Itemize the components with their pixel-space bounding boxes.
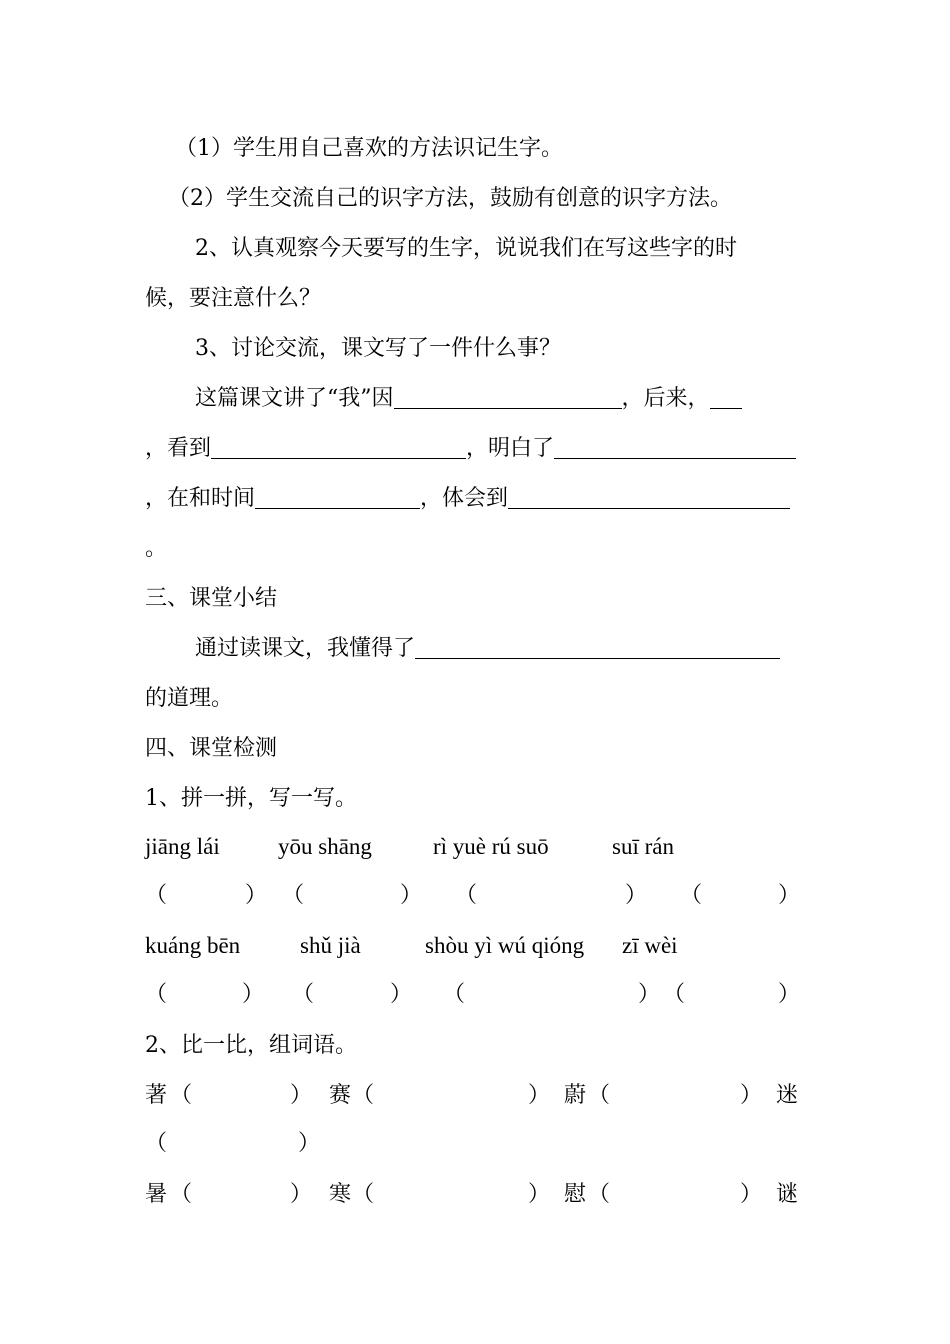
fill-text-time: ，在和时间 — [145, 486, 256, 511]
paren-open: （ — [588, 1083, 611, 1108]
fill-line-1 — [195, 384, 807, 414]
paren-open: （ — [352, 1182, 375, 1207]
answer-row-2 — [0, 980, 950, 1010]
paren-open: （ — [680, 883, 703, 908]
fill-line-3 — [145, 484, 807, 514]
compare-char: 谜 — [776, 1182, 799, 1207]
pinyin-item: suī rán — [612, 834, 674, 859]
pinyin-item: yōu shāng — [278, 834, 372, 859]
step-2-line: （2）学生交流自己的识字方法，鼓励有创意的识字方法。 — [168, 186, 732, 211]
fill-line-end: 。 — [145, 536, 168, 561]
paren-close: ） — [778, 982, 801, 1007]
paren-close: ） — [290, 1182, 313, 1207]
pinyin-item: zī wèi — [622, 933, 678, 958]
section-summary-heading: 三、课堂小结 — [145, 586, 278, 611]
pinyin-item: shòu yì wú qióng — [425, 933, 585, 958]
paren-close: ） — [528, 1182, 551, 1207]
compare-char: 暑 — [145, 1182, 168, 1207]
blank-feel[interactable] — [508, 486, 790, 509]
blank-understood[interactable] — [554, 436, 796, 459]
question-2: 2、比一比，组词语。 — [145, 1033, 357, 1058]
pinyin-item: shǔ jià — [300, 933, 361, 958]
pinyin-item: rì yuè rú suō — [433, 834, 549, 859]
compare-char: 蔚 — [564, 1083, 587, 1108]
paren-close: ） — [390, 982, 413, 1007]
paren-close: ） — [778, 883, 801, 908]
blank-saw[interactable] — [211, 436, 466, 459]
paren-close: ） — [290, 1083, 313, 1108]
compare-char: 寒 — [329, 1182, 352, 1207]
paren-open: （ — [352, 1083, 375, 1108]
summary-line — [195, 634, 807, 664]
fill-text-saw: ，看到 — [145, 436, 212, 461]
paren-close: ） — [400, 883, 423, 908]
fill-text-understood: ，明白了 — [466, 436, 555, 461]
paren-close: ） — [638, 982, 661, 1007]
answer-row-1 — [0, 881, 950, 911]
compare-char: 著 — [145, 1083, 168, 1108]
paren-open: （ — [292, 982, 315, 1007]
fill-line-2 — [145, 434, 807, 464]
step-1-line: （1）学生用自己喜欢的方法识记生字。 — [175, 136, 563, 161]
paren-close: ） — [528, 1083, 551, 1108]
compare-row-2 — [0, 1180, 950, 1210]
observe-line-cont: 候，要注意什么？ — [145, 286, 322, 311]
blank-time[interactable] — [255, 486, 420, 509]
section-test-heading: 四、课堂检测 — [145, 736, 278, 761]
blank-summary[interactable] — [415, 636, 780, 659]
compare-row-1-wrap — [0, 1129, 950, 1159]
paren-open: （ — [145, 883, 168, 908]
paren-open: （ — [282, 883, 305, 908]
pinyin-item: jiāng lái — [145, 834, 220, 859]
paren-close: ） — [740, 1182, 763, 1207]
discuss-line: 3、讨论交流，课文写了一件什么事？ — [195, 336, 561, 361]
fill-text-because: 这篇课文讲了“我”因 — [195, 386, 394, 411]
paren-open: （ — [170, 1182, 193, 1207]
compare-char: 慰 — [564, 1182, 587, 1207]
paren-open: （ — [588, 1182, 611, 1207]
observe-line: 2、认真观察今天要写的生字，说说我们在写这些字的时 — [195, 236, 737, 261]
fill-text-feel: ，体会到 — [420, 486, 509, 511]
paren-close: ） — [740, 1083, 763, 1108]
compare-row-1 — [0, 1081, 950, 1111]
paren-open: （ — [443, 982, 466, 1007]
paren-open: （ — [170, 1083, 193, 1108]
blank-later[interactable] — [710, 386, 742, 409]
paren-close: ） — [245, 883, 268, 908]
paren-open: （ — [145, 1131, 168, 1156]
pinyin-row-2 — [0, 931, 950, 961]
fill-text-later: ，后来， — [621, 386, 710, 411]
pinyin-row-1 — [0, 832, 950, 862]
summary-text: 通过读课文，我懂得了 — [195, 636, 416, 661]
paren-close: ） — [298, 1131, 321, 1156]
question-1: 1、拼一拼，写一写。 — [145, 786, 357, 811]
paren-open: （ — [663, 982, 686, 1007]
pinyin-item: kuáng bēn — [145, 933, 241, 958]
paren-close: ） — [625, 883, 648, 908]
paren-open: （ — [145, 982, 168, 1007]
summary-line-cont: 的道理。 — [145, 686, 234, 711]
compare-char: 迷 — [776, 1083, 799, 1108]
paren-open: （ — [455, 883, 478, 908]
compare-char: 赛 — [329, 1083, 352, 1108]
paren-close: ） — [242, 982, 265, 1007]
blank-because[interactable] — [394, 386, 622, 409]
